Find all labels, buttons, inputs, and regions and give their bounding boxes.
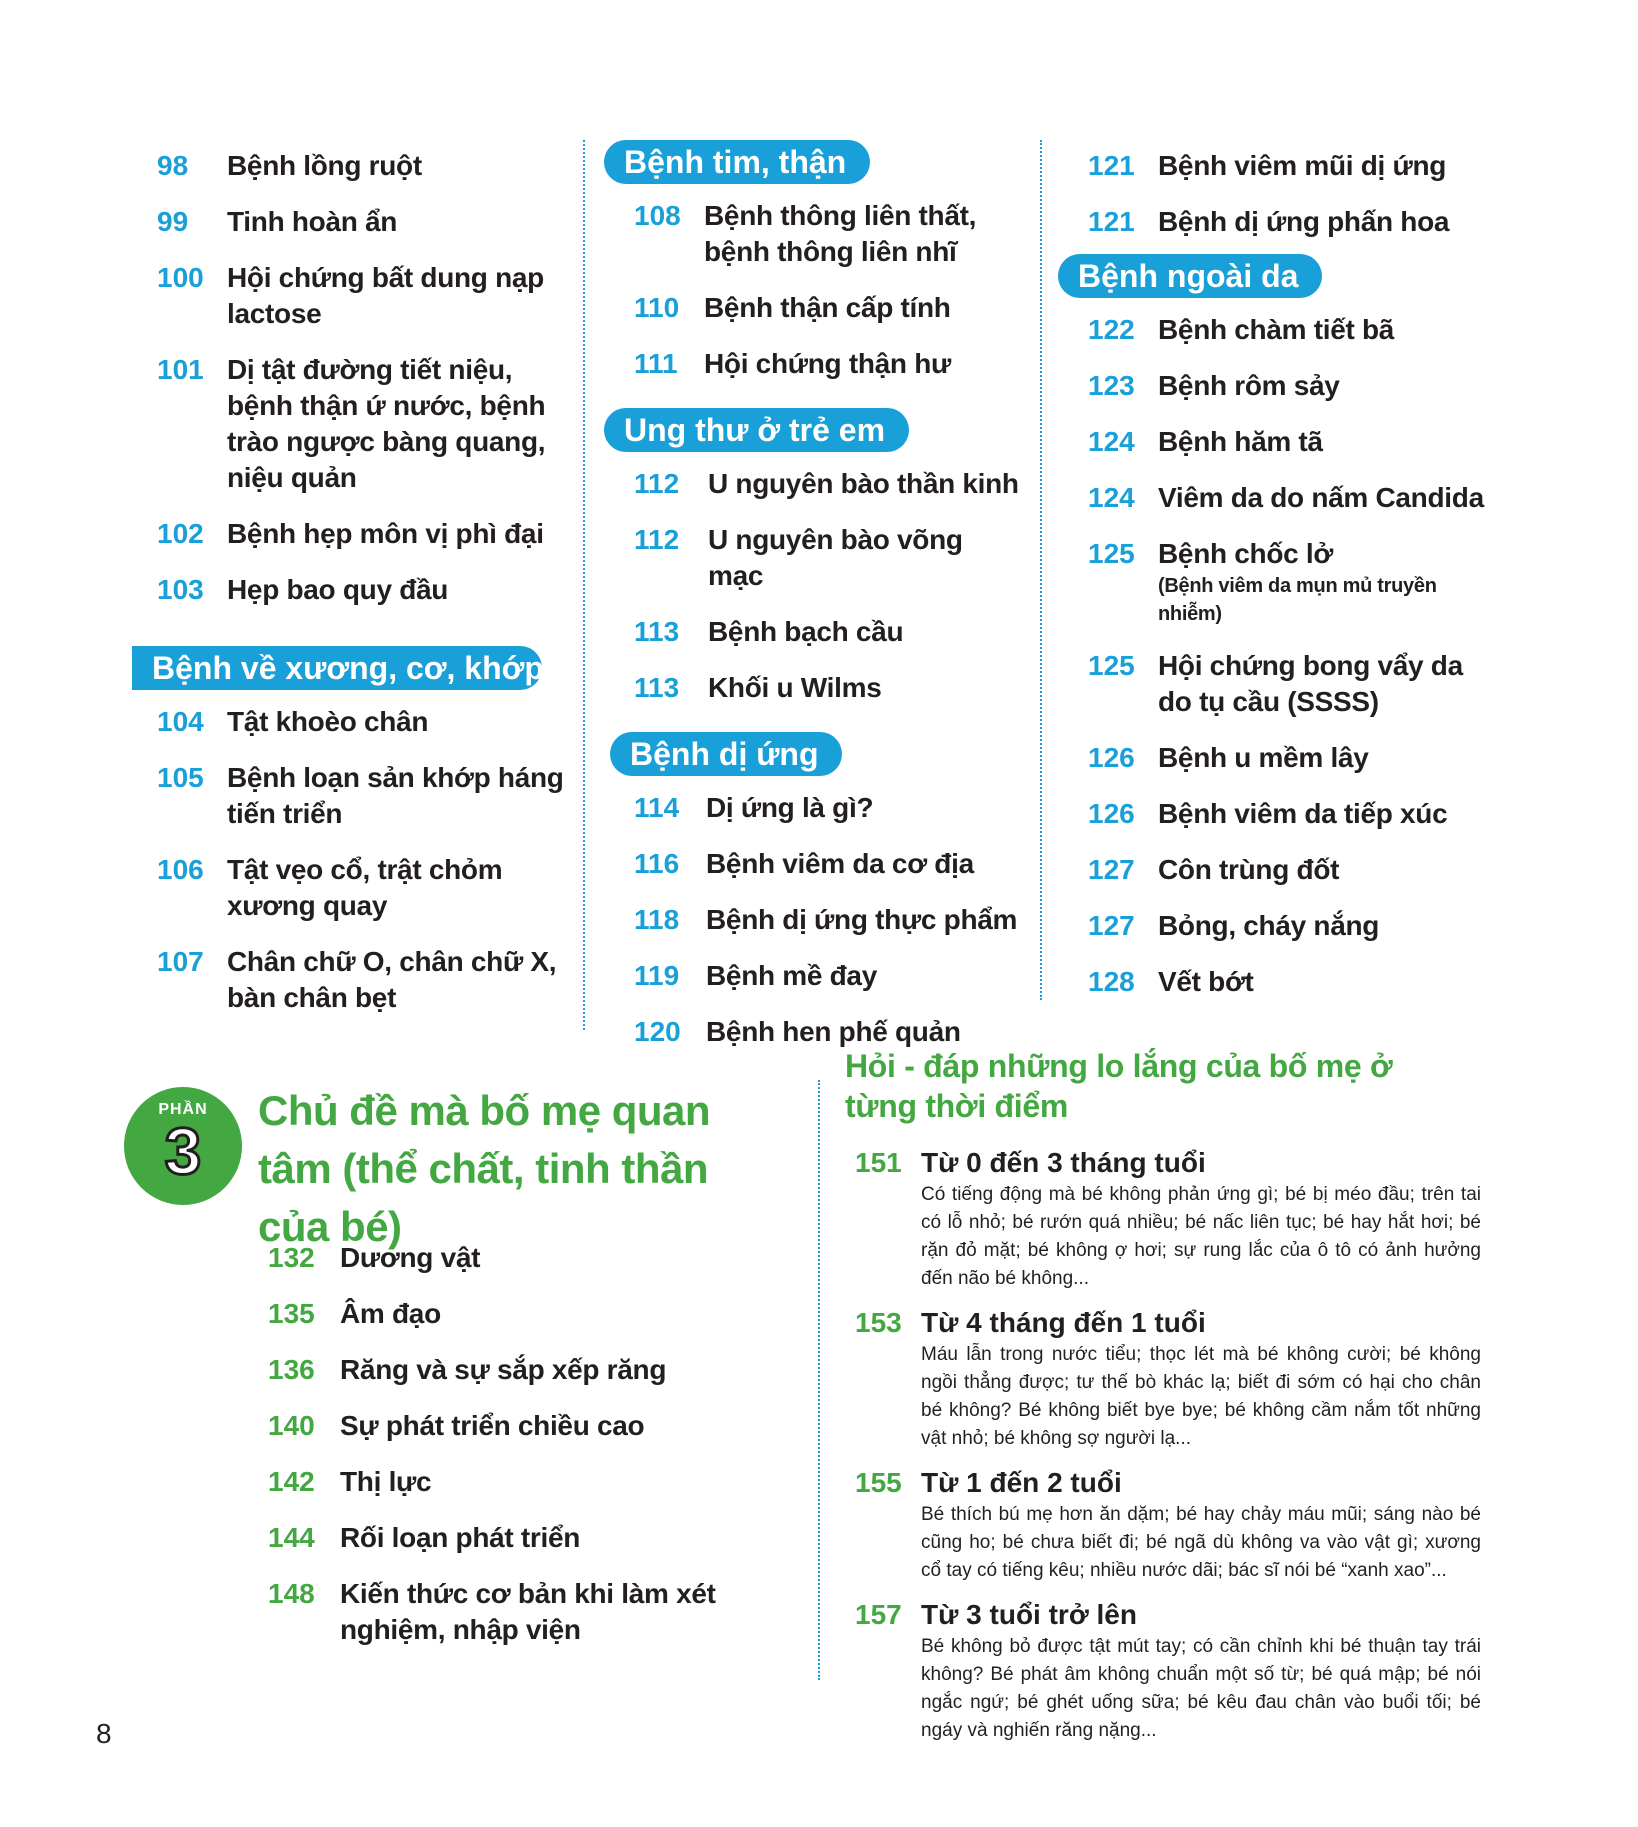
toc-entry-title: Chân chữ O, chân chữ X, bàn chân bẹt	[227, 946, 557, 1013]
toc-entry	[634, 1014, 1024, 1050]
toc-page-number: 125	[1088, 538, 1135, 569]
toc-entry-title-wrap	[340, 1464, 431, 1500]
toc-page-number: 120	[634, 1016, 681, 1047]
toc-page-number: 107	[157, 946, 204, 977]
toc-page-number: 119	[634, 960, 680, 991]
toc-page-number: 105	[157, 762, 204, 793]
toc-entry-title-wrap	[708, 614, 903, 650]
toc-entry-title: Côn trùng đốt	[1158, 854, 1340, 885]
toc-entry-title: Dương vật	[340, 1242, 481, 1273]
toc-entry-title-wrap	[227, 352, 577, 496]
toc-page-number: 110	[634, 292, 680, 323]
toc-entry-title: Dị ứng là gì?	[706, 792, 874, 823]
toc-entry	[1088, 796, 1488, 832]
toc-entry	[157, 704, 577, 740]
toc-entry	[1088, 740, 1488, 776]
qa-page-number: 153	[855, 1307, 902, 1338]
toc-entry-title: Hội chứng bất dung nạp lactose	[227, 262, 544, 329]
toc-page-number: 123	[1088, 370, 1135, 401]
toc-entry	[634, 902, 1024, 938]
toc-entry	[634, 614, 1024, 650]
toc-page-number: 112	[634, 468, 680, 499]
toc-entry	[157, 148, 577, 184]
toc-entry-title: Bệnh chốc lở	[1158, 538, 1333, 569]
toc-page-number: 101	[157, 354, 204, 385]
section-heading-bones: Bệnh về xương, cơ, khớp	[132, 646, 542, 690]
toc-page-number: 132	[268, 1242, 315, 1273]
toc-entry	[634, 790, 1024, 826]
qa-description: Bé không bỏ được tật mút tay; có cần chỉnh khi bé thuận tay trái không? Bé phát âm không chuẩn một số từ; bé quá mập; bé nói ngắc ngứ; bé ghét uống sữa; bé kêu đau chân vào buổi tối; bé ngáy và nghiến răng nặng...	[921, 1636, 1481, 1741]
toc-entry-title-wrap	[340, 1408, 644, 1444]
toc-page-number: 116	[634, 848, 680, 879]
toc-entry-title-wrap	[1158, 964, 1254, 1000]
toc-entry-title-wrap	[706, 1014, 961, 1050]
toc-entry-title-wrap	[708, 466, 1019, 502]
toc-entry	[157, 516, 577, 552]
toc-entry-title-wrap	[340, 1240, 480, 1276]
toc-list	[1058, 148, 1488, 240]
toc-page-number: 113	[634, 672, 680, 703]
toc-entry	[1088, 148, 1488, 184]
toc-page-number: 102	[157, 518, 204, 549]
toc-entry-title-wrap	[704, 346, 951, 382]
toc-entry-title: Bệnh hen phế quản	[706, 1016, 961, 1047]
toc-entry	[157, 260, 577, 332]
toc-list	[132, 704, 577, 1016]
toc-page-number: 104	[157, 706, 204, 737]
toc-entry-title-wrap	[1158, 480, 1484, 516]
toc-page-number: 124	[1088, 426, 1135, 457]
toc-entry-title: Bệnh viêm mũi dị ứng	[1158, 150, 1447, 181]
qa-heading: Từ 4 tháng đến 1 tuổi	[921, 1307, 1206, 1338]
toc-entry-title: U nguyên bào võng mạc	[708, 524, 963, 591]
toc-entry-title-wrap	[704, 290, 951, 326]
toc-entry	[157, 852, 577, 924]
toc-entry-note: (Bệnh viêm da mụn mủ truyền nhiễm)	[1158, 575, 1437, 625]
toc-entry-title-wrap	[227, 760, 577, 832]
toc-entry-title-wrap	[227, 516, 544, 552]
toc-entry-title-wrap	[706, 790, 873, 826]
toc-entry	[268, 1296, 788, 1332]
toc-entry	[634, 522, 1024, 594]
toc-page-number: 108	[634, 200, 681, 231]
toc-page-number: 118	[634, 904, 680, 935]
toc-entry-title: Khối u Wilms	[708, 672, 882, 703]
toc-entry-title: Hội chứng thận hư	[704, 348, 951, 379]
toc-entry-title-wrap	[1158, 424, 1323, 460]
toc-entry-title: Bệnh loạn sản khớp háng tiến triển	[227, 762, 564, 829]
toc-page-number: 127	[1088, 854, 1135, 885]
toc-entry	[634, 290, 1024, 326]
toc-entry	[1088, 204, 1488, 240]
section-heading-cancer: Ung thư ở trẻ em	[604, 408, 909, 452]
toc-entry-title: Bệnh thông liên thất, bệnh thông liên nhĩ	[704, 200, 977, 267]
qa-title: Hỏi - đáp những lo lắng của bố mẹ ở từng thời điểm	[845, 1048, 1393, 1124]
toc-entry	[157, 944, 577, 1016]
toc-entry-title: Tinh hoàn ẩn	[227, 206, 398, 237]
qa-entry	[855, 1597, 1495, 1745]
qa-body	[921, 1145, 1481, 1293]
toc-entry-title-wrap	[227, 852, 577, 924]
toc-entry	[634, 958, 1024, 994]
toc-page-number: 99	[157, 206, 189, 237]
toc-entry-title-wrap	[1158, 648, 1488, 720]
column-divider	[1040, 140, 1042, 1000]
toc-entry	[1088, 964, 1488, 1000]
toc-entry-title: U nguyên bào thần kinh	[708, 468, 1019, 499]
toc-entry-title: Bệnh hăm tã	[1158, 426, 1323, 457]
toc-entry-title: Hội chứng bong vẩy da do tụ cầu (SSSS)	[1158, 650, 1463, 717]
toc-entry-title: Bệnh bạch cầu	[708, 616, 904, 647]
toc-entry-title: Rối loạn phát triển	[340, 1522, 581, 1553]
toc-entry-title: Tật vẹo cổ, trật chỏm xương quay	[227, 854, 503, 921]
toc-entry-title-wrap	[706, 958, 877, 994]
column-divider	[583, 140, 585, 1030]
toc-page-number: 127	[1088, 910, 1135, 941]
toc-entry-title: Sự phát triển chiều cao	[340, 1410, 645, 1441]
toc-page-number: 148	[268, 1578, 315, 1609]
qa-page-number: 155	[855, 1467, 902, 1498]
qa-page-number: 157	[855, 1599, 902, 1630]
toc-page-number: 122	[1088, 314, 1135, 345]
qa-body	[921, 1305, 1481, 1453]
toc-page-number: 135	[268, 1298, 315, 1329]
toc-entry-title-wrap	[706, 846, 974, 882]
qa-page-number: 151	[855, 1147, 902, 1178]
toc-entry-title: Bệnh rôm sảy	[1158, 370, 1340, 401]
toc-entry	[157, 760, 577, 832]
toc-entry-title: Âm đạo	[340, 1298, 441, 1329]
toc-entry-title-wrap	[1158, 312, 1394, 348]
part-badge	[124, 1087, 242, 1205]
toc-entry-title-wrap	[1158, 148, 1446, 184]
toc-entry-title: Bệnh dị ứng phấn hoa	[1158, 206, 1450, 237]
toc-entry-title-wrap	[1158, 536, 1488, 628]
toc-list	[604, 466, 1024, 706]
toc-entry	[268, 1520, 788, 1556]
toc-entry-title-wrap	[1158, 852, 1339, 888]
qa-description: Có tiếng động mà bé không phản ứng gì; bé bị méo đầu; trên tai có lỗ nhỏ; bé rướn quá nhiều; bé nấc liên tục; bé hay hắt hơi; bé rặn đỏ mặt; bé không ợ hơi; sự rung lắc của ô tô có ảnh hưởng đến não bé không...	[921, 1184, 1481, 1289]
section-bones	[132, 640, 577, 1036]
toc-entry-title: Viêm da do nấm Candida	[1158, 482, 1484, 513]
toc-entry-title-wrap	[227, 204, 397, 240]
toc-entry-title-wrap	[1158, 796, 1447, 832]
toc-entry-title: Vết bớt	[1158, 966, 1254, 997]
toc-page-number: 98	[157, 150, 189, 181]
toc-entry-title: Dị tật đường tiết niệu, bệnh thận ứ nước, bệnh trào ngược bàng quang, niệu quản	[227, 354, 546, 493]
toc-list	[268, 1240, 788, 1648]
toc-page-number: 121	[1088, 150, 1135, 181]
toc-entry-title: Răng và sự sắp xếp răng	[340, 1354, 667, 1385]
toc-entry-title-wrap	[227, 944, 577, 1016]
toc-entry-title: Bệnh hẹp môn vị phì đại	[227, 518, 544, 549]
toc-entry	[1088, 852, 1488, 888]
toc-entry	[157, 204, 577, 240]
toc-entry-title: Bệnh u mềm lây	[1158, 742, 1369, 773]
qa-heading: Từ 1 đến 2 tuổi	[921, 1467, 1122, 1498]
toc-entry	[634, 198, 1024, 270]
toc-entry	[634, 670, 1024, 706]
qa-body	[921, 1465, 1481, 1585]
part3-list-wrap	[268, 1240, 788, 1668]
toc-entry	[1088, 648, 1488, 720]
toc-entry-title-wrap	[227, 572, 448, 608]
toc-column-2	[604, 134, 1024, 1070]
toc-entry	[1088, 480, 1488, 516]
toc-entry-title: Kiến thức cơ bản khi làm xét nghiệm, nhập viện	[340, 1578, 716, 1645]
toc-page-number: 103	[157, 574, 204, 605]
toc-page-number: 114	[634, 792, 680, 823]
qa-description: Bé thích bú mẹ hơn ăn dặm; bé hay chảy máu mũi; sáng nào bé cũng ho; bé chưa biết đi; bé ngã dù không va vào vật gì; xương cổ tay có tiếng kêu; nhiều nước dãi; bác sĩ nói bé “xanh xao”...	[921, 1504, 1481, 1581]
toc-page-number: 113	[634, 616, 680, 647]
toc-page-number: 112	[634, 524, 680, 555]
toc-entry	[1088, 312, 1488, 348]
qa-heading: Từ 0 đến 3 tháng tuổi	[921, 1147, 1206, 1178]
qa-list-wrap	[855, 1145, 1495, 1757]
qa-entry	[855, 1145, 1495, 1293]
toc-list	[604, 790, 1024, 1050]
toc-entry	[268, 1464, 788, 1500]
toc-page-number: 124	[1088, 482, 1135, 513]
column-divider	[818, 1080, 820, 1680]
toc-entry-title: Bệnh lồng ruột	[227, 150, 422, 181]
toc-page-number: 125	[1088, 650, 1135, 681]
toc-entry-title-wrap	[340, 1576, 788, 1648]
toc-entry	[268, 1576, 788, 1648]
toc-entry	[1088, 908, 1488, 944]
qa-body	[921, 1597, 1481, 1745]
qa-entry	[855, 1465, 1495, 1585]
toc-page-number: 142	[268, 1466, 315, 1497]
toc-page-number: 128	[1088, 966, 1135, 997]
toc-entry-title: Bỏng, cháy nắng	[1158, 910, 1380, 941]
toc-entry	[1088, 368, 1488, 404]
toc-page-number: 136	[268, 1354, 315, 1385]
section-heading-skin: Bệnh ngoài da	[1058, 254, 1322, 298]
part-number: 3	[164, 1114, 202, 1188]
toc-page-number: 126	[1088, 798, 1135, 829]
toc-entry	[634, 466, 1024, 502]
toc-entry-title-wrap	[340, 1296, 441, 1332]
section-heading-heart: Bệnh tim, thận	[604, 140, 870, 184]
toc-entry	[1088, 424, 1488, 460]
qa-heading: Từ 3 tuổi trở lên	[921, 1599, 1137, 1630]
toc-entry-title: Bệnh mề đay	[706, 960, 877, 991]
toc-entry-title-wrap	[1158, 204, 1449, 240]
qa-description: Máu lẫn trong nước tiểu; thọc lét mà bé không cười; bé không ngồi thẳng được; tư thế bò khác lạ; biết đi sớm có hại cho chân bé không? Bé không biết bye bye; bé không cầm nắm tốt những vật nhỏ; bé không sợ người lạ...	[921, 1344, 1481, 1449]
toc-entry-title-wrap	[227, 260, 577, 332]
toc-page-number: 140	[268, 1410, 315, 1441]
toc-entry-title-wrap	[706, 902, 1017, 938]
toc-entry-title: Hẹp bao quy đầu	[227, 574, 449, 605]
toc-list	[1058, 312, 1488, 1000]
toc-entry-title-wrap	[340, 1520, 580, 1556]
toc-list	[604, 198, 1024, 382]
toc-entry	[634, 846, 1024, 882]
toc-entry-title: Thị lực	[340, 1466, 432, 1497]
toc-entry-title: Bệnh chàm tiết bã	[1158, 314, 1395, 345]
toc-entry-title: Bệnh viêm da tiếp xúc	[1158, 798, 1448, 829]
toc-entry	[268, 1352, 788, 1388]
toc-entry-title-wrap	[340, 1352, 666, 1388]
toc-page-number: 144	[268, 1522, 315, 1553]
toc-entry-title-wrap	[708, 670, 881, 706]
qa-list	[855, 1145, 1495, 1745]
toc-entry-title-wrap	[1158, 368, 1340, 404]
toc-entry-title: Tật khoèo chân	[227, 706, 429, 737]
toc-entry-title-wrap	[704, 198, 1024, 270]
toc-entry	[268, 1408, 788, 1444]
toc-page-number: 106	[157, 854, 204, 885]
toc-entry	[268, 1240, 788, 1276]
toc-entry-title-wrap	[227, 148, 422, 184]
part-title: Chủ đề mà bố mẹ quan tâm (thể chất, tinh thần của bé)	[258, 1087, 711, 1250]
toc-entry-title: Bệnh dị ứng thực phẩm	[706, 904, 1018, 935]
toc-entry-title-wrap	[1158, 740, 1369, 776]
section-heading-allergy: Bệnh dị ứng	[610, 732, 842, 776]
toc-entry-title-wrap	[1158, 908, 1379, 944]
page-number: 8	[96, 1718, 112, 1749]
toc-page-number: 121	[1088, 206, 1135, 237]
toc-column-3	[1058, 148, 1488, 1020]
toc-column-1	[157, 148, 577, 628]
part-label: PHẦN	[158, 1101, 208, 1118]
toc-entry-title: Bệnh viêm da cơ địa	[706, 848, 974, 879]
toc-page-number: 126	[1088, 742, 1135, 773]
toc-entry-title: Bệnh thận cấp tính	[704, 292, 951, 323]
toc-entry	[1088, 536, 1488, 628]
toc-entry	[157, 572, 577, 608]
toc-list	[157, 148, 577, 608]
toc-page-number: 111	[634, 348, 678, 379]
toc-entry-title-wrap	[708, 522, 1024, 594]
qa-entry	[855, 1305, 1495, 1453]
toc-entry	[157, 352, 577, 496]
toc-entry	[634, 346, 1024, 382]
toc-entry-title-wrap	[227, 704, 428, 740]
toc-page-number: 100	[157, 262, 204, 293]
